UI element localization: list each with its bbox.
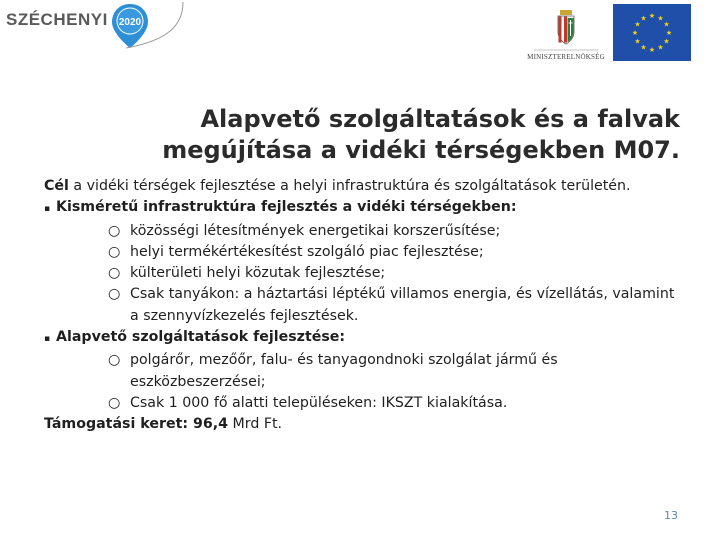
section-2-title: Alapvető szolgáltatások fejlesztése: [56, 329, 346, 346]
svg-text:★: ★ [657, 14, 664, 23]
title-line-1: Alapvető szolgáltatások és a falvak [200, 105, 680, 133]
section-1-title: Kisméretű infrastruktúra fejlesztés a vidéki térségekben: [56, 199, 517, 216]
circle-bullet-icon: ○ [108, 222, 121, 239]
page-number: 13 [664, 509, 678, 522]
svg-text:★: ★ [640, 43, 647, 52]
intro-paragraph [44, 176, 684, 197]
svg-text:★: ★ [657, 43, 664, 52]
list-item-text: közösségi létesítmények energetikai korszerűsítése; [130, 222, 501, 239]
hungarian-coat-of-arms-icon [520, 4, 612, 52]
section-1-heading [44, 197, 684, 220]
svg-text:★: ★ [634, 20, 641, 29]
szechenyi-logo [6, 2, 184, 52]
logo-divider-curve [126, 2, 186, 52]
svg-text:★: ★ [634, 37, 641, 46]
brand-year: 2020 [118, 17, 142, 28]
title-line-2: megújítása a vidéki térségekben M07. [162, 136, 680, 164]
list-item-text: helyi termékértékesítést szolgáló piac fejlesztése; [130, 243, 484, 260]
svg-text:★: ★ [663, 20, 670, 29]
list-item [108, 284, 684, 327]
svg-text:★: ★ [663, 37, 670, 46]
eu-flag [613, 4, 691, 61]
circle-bullet-icon: ○ [108, 265, 121, 282]
svg-text:★: ★ [665, 29, 673, 37]
list-item-text: Csak 1 000 fő alatti településeken: IKSZT kialakítása. [130, 394, 508, 411]
svg-text:★: ★ [640, 14, 647, 23]
slide-title [60, 104, 680, 166]
square-bullet-icon: ▪ [44, 334, 51, 345]
slide-body [44, 176, 684, 436]
brand-text: SZÉCHENYI [6, 10, 108, 29]
svg-text:★: ★ [648, 12, 656, 20]
square-bullet-icon: ▪ [44, 204, 51, 215]
circle-bullet-icon: ○ [108, 394, 121, 411]
ministry-caption: MINISZTERELNÖKSÉG [527, 53, 605, 61]
list-item [108, 393, 684, 414]
list-item [108, 350, 684, 393]
list-item-text: külterületi helyi közutak fejlesztése; [130, 265, 386, 282]
ministry-logo [520, 4, 612, 64]
svg-text:★: ★ [648, 46, 656, 54]
circle-bullet-icon: ○ [108, 243, 121, 260]
list-item [108, 242, 684, 263]
svg-text:★: ★ [631, 29, 639, 37]
intro-bold: Cél [44, 178, 69, 194]
list-item [108, 263, 684, 284]
circle-bullet-icon: ○ [108, 286, 121, 303]
budget-line [44, 414, 684, 435]
section-2-heading [44, 327, 684, 350]
budget-label: Támogatási keret: 96,4 [44, 416, 228, 433]
intro-text: a vidéki térségek fejlesztése a helyi infrastruktúra és szolgáltatások területén. [68, 178, 631, 194]
eu-flag-icon [613, 4, 691, 61]
list-item [108, 221, 684, 242]
circle-bullet-icon: ○ [108, 352, 121, 369]
budget-unit: Mrd Ft. [227, 416, 283, 433]
list-item-text: polgárőr, mezőőr, falu- és tanyagondnoki szolgálat jármű és eszközbeszerzései; [130, 352, 558, 390]
list-item-text: Csak tanyákon: a háztartási léptékű villamos energia, és vízellátás, valamint a szennyvízkezelés fejlesztések. [130, 286, 675, 324]
